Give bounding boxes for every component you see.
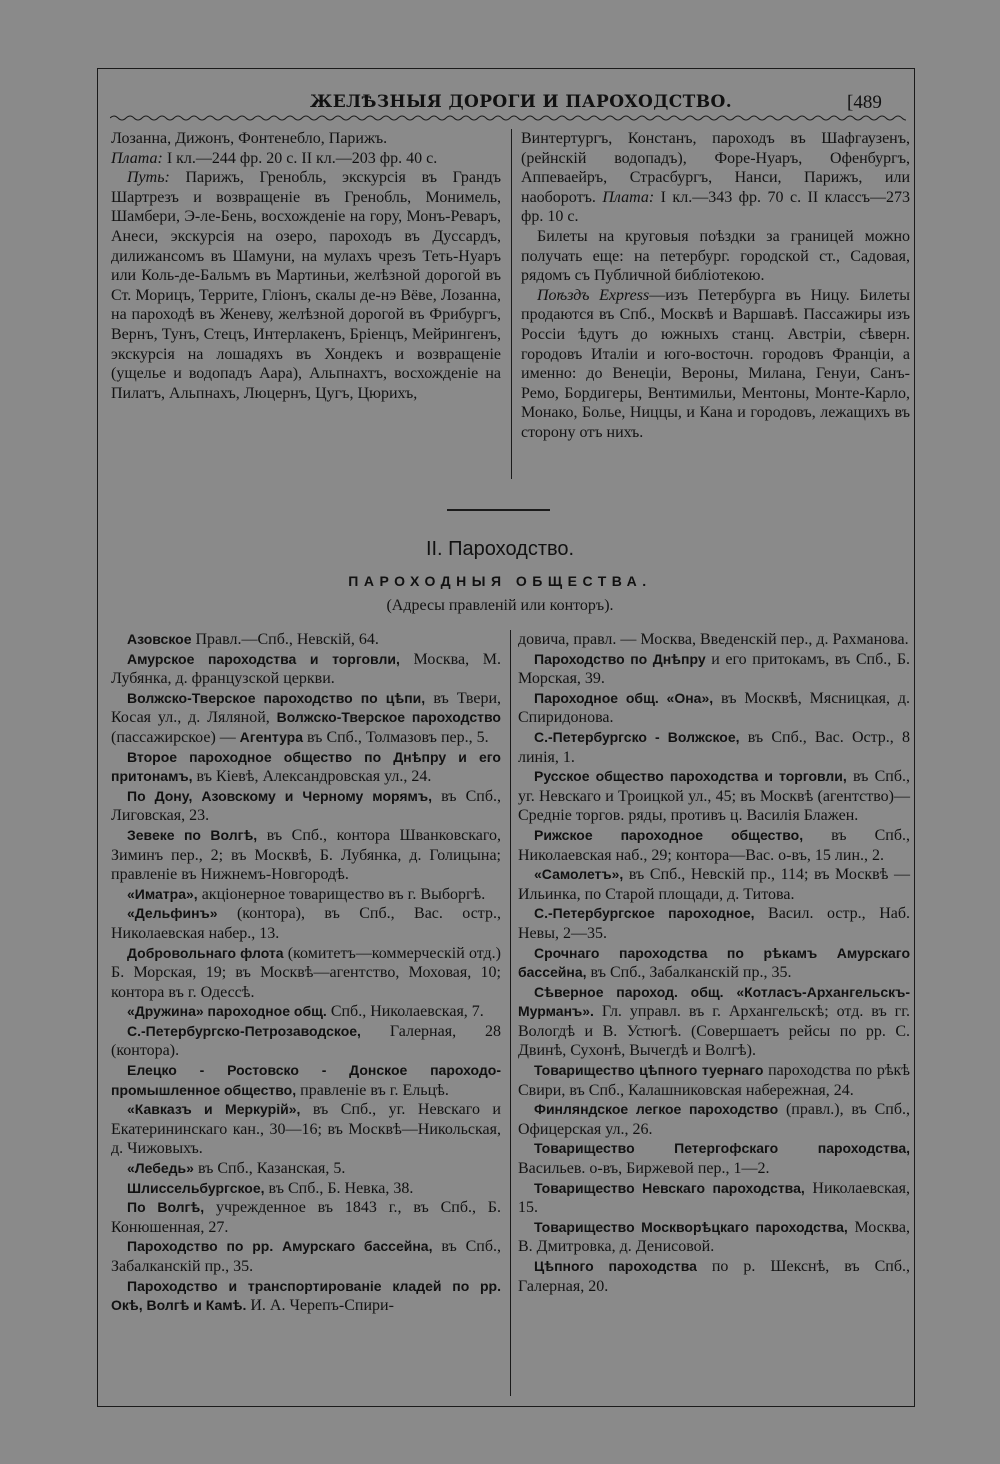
address: въ Спб., Невскій пр., 114; въ Москвѣ — Ильинка, по Старой площади, д. Титова. — [518, 866, 910, 903]
company-name: Пароходство по рр. Амурскаго бассейна, — [127, 1238, 433, 1255]
company-name: По Дону, Азовскому и Черному морямъ, — [127, 787, 433, 804]
list-item — [111, 1100, 501, 1159]
address: Москва, В. Дмитровка, д. Денисовой. — [518, 1218, 910, 1256]
company-name: Сѣверное пароход. общ. «Котласъ-Архангельскъ-Мурманъ». — [518, 983, 910, 1020]
address: И. А. Черепъ-Спири- — [246, 1297, 394, 1315]
company-name: «Лебедь» — [127, 1160, 194, 1177]
paragraph: Билеты на круговыя поѣздки за границей можно получать еще: на петербург. городской ст., Садовая, рядомъ съ Публичной библіотекою. — [521, 227, 910, 285]
address: акціонерное товарищество въ г. Выборгѣ. — [197, 885, 486, 903]
company-name: «Дружина» пароходное общ. — [127, 1003, 327, 1020]
company-name: С.-Петербургско - Волжское, — [534, 728, 740, 745]
list-item — [111, 1237, 501, 1276]
section-title: II. Пароходство. — [425, 538, 575, 560]
header-title: ЖЕЛѢЗНЫЯ ДОРОГИ И ПАРОХОДСТВО. — [310, 92, 733, 112]
text: I кл.—343 фр. 70 с. II классъ—273 фр. 10 с. — [521, 188, 911, 226]
company-name: Пароходное общ. «Она», — [534, 689, 714, 706]
address: въ Спб., Б. Невка, 38. — [264, 1179, 414, 1197]
list-item — [518, 904, 910, 943]
bottom-left-column — [111, 630, 501, 1316]
company-name: Волжско-Тверское пароходство по цѣпи, — [127, 689, 426, 706]
text: Винтертургъ, Констанъ, пароходъ въ Шафгаузенъ, (рейнскій водопадъ), Форе-Нуаръ, Офенбургъ, Аппеваейръ, Страсбургъ, Нанси, Парижъ, или наоборотъ. — [521, 130, 910, 206]
list-item — [518, 1218, 910, 1257]
company-name: «Дельфинъ» — [127, 905, 218, 922]
address: Москва, М. Лубянка, д. французской церкви. — [111, 650, 502, 688]
company-name: Амурское пароходства и торговли, — [127, 650, 400, 667]
list-item — [518, 1139, 910, 1178]
bottom-right-column — [518, 630, 910, 1296]
address: и его притокамъ, въ Спб., Б. Морская, 39. — [518, 650, 910, 688]
list-item — [518, 1061, 910, 1100]
list-item — [111, 826, 501, 885]
company-name: Товарищество Москворѣцкаго пароходства, — [534, 1218, 848, 1235]
address: Васил. остр., Наб. Невы, 2—35. — [518, 905, 910, 942]
company-name: Пароходство и транспортированіе кладей по рр. Окѣ, Волгѣ и Камѣ. — [111, 1277, 501, 1314]
company-name: Товарищество Невскаго пароходства, — [534, 1179, 805, 1196]
address: по р. Шекснѣ, въ Спб., Галерная, 20. — [518, 1258, 910, 1295]
address: въ Спб., Забалканскій пр., 35. — [586, 964, 792, 982]
list-item — [518, 865, 910, 904]
company-name: Зевеке по Волгѣ, — [127, 826, 258, 843]
address: Правл.—Спб., Невскій, 64. — [191, 631, 379, 648]
company-name: Агентура — [235, 728, 304, 745]
list-item — [111, 650, 501, 689]
top-left-column — [111, 129, 501, 403]
paragraph — [521, 129, 910, 227]
paragraph: Лозанна, Дижонъ, Фонтенебло, Парижъ. — [111, 130, 388, 147]
address: учрежденное въ 1843 г., въ Спб., Б. Конюшенная, 27. — [111, 1199, 501, 1236]
list-item — [518, 728, 910, 767]
list-item — [518, 826, 910, 865]
company-name: С.-Петербургское пароходное, — [534, 905, 755, 922]
company-name: С.-Петербургско-Петрозаводское, — [127, 1022, 361, 1039]
company-name: «Иматра», — [127, 885, 198, 902]
text: —изъ Петербурга въ Ницу. Билеты продаются въ Спб., Москвѣ и Варшавѣ. Пассажиры изъ Россіи ѣдутъ до южныхъ станц. Австріи, сѣверн. городовъ Италіи и юго-восточн. городовъ Франціи, а именно: до Венеціи, Вероны, Милана, Генуи, Санъ-Ремо, Бордигеры, Вентимильи, Ментоны, Монте-Карло, Монако, Болье, Ниццы, и Кана и городовъ, лежащихъ въ сторону отъ нихъ. — [521, 286, 910, 441]
list-item — [111, 1198, 501, 1237]
company-name: По Волгѣ, — [127, 1199, 205, 1216]
address: Васильев. о-въ, Биржевой пер., 1—2. — [518, 1160, 770, 1178]
label: Поѣздъ Express — [537, 286, 650, 304]
address: въ Спб., Вас. Остр., 8 линія, 1. — [518, 728, 910, 766]
address: Галерная, 28 (контора). — [111, 1022, 501, 1060]
list-item — [518, 1179, 910, 1218]
company-name: «Самолетъ», — [534, 866, 624, 883]
address: (правл.), въ Спб., Офицерская ул., 26. — [518, 1101, 910, 1138]
address: Николаевская, 15. — [518, 1179, 911, 1217]
text: I кл.—244 фр. 20 с. II кл.—203 фр. 40 с. — [162, 149, 438, 167]
text: Парижъ, Гренобль, экскурсія въ Грандъ Шартрезъ и возвращеніе въ Гренобль, Монимель, Шамбери, Э-ле-Бень, восхожденіе на гору, Монъ-Реваръ, Анеси, экскурсія на озеро, пароходъ въ Дуссардъ, дилижансомъ въ Шамуни, на мулахъ чрезъ Теть-Нуаръ или Коль-де-Бальмъ въ Мартиньи, желѣзной дорогой въ Ст. Морицъ, Террите, Гліонъ, скалы де-нэ Вёве, Лозанна, на пароходѣ въ Женеву, желѣзной дорогой въ Фрибургъ, Вернъ, Тунъ, Стецъ, Интерлакенъ, Бріенцъ, Мейрингенъ, экскурсія на лошадяхъ въ Хондекъ и возвращеніе (ущелье и водопадъ Аара), Альпнахтъ, восхожденіе на Пилатъ, Альпнахъ, Люцернъ, Цугъ, Цюрихъ, — [111, 169, 501, 402]
list-item — [111, 787, 501, 826]
top-right-column — [521, 129, 910, 443]
section-separator — [447, 509, 550, 511]
address: Спб., Николаевская, 7. — [326, 1003, 484, 1021]
list-item — [111, 630, 501, 650]
list-item — [518, 944, 910, 983]
address: въ Твери, Косая ул., д. Ляляной, — [111, 689, 501, 727]
address: Гл. управл. въ г. Архангельскѣ; отд. въ гг. Вологдѣ и В. Устюгѣ. (Совершаетъ рейсы по рр. С. Двинѣ, Сухонѣ, Вычегдѣ и Волгѣ). — [518, 1003, 910, 1060]
paragraph — [521, 286, 910, 443]
address: (комитетъ—коммерческій отд.) Б. Морская, 19; въ Москвѣ—агентство, Моховая, 10; контора въ г. Одессѣ. — [111, 944, 502, 1001]
company-name: Цѣпного пароходства — [534, 1258, 697, 1274]
section-note: (Адресы правленій или конторъ). — [386, 597, 614, 614]
company-name: Волжско-Тверское пароходство — [269, 709, 501, 726]
list-item — [518, 1257, 910, 1296]
company-name: Товарищество Петергофскаго пароходства, — [534, 1140, 910, 1157]
address: (пассажирское) — — [111, 728, 236, 746]
company-name: Рижское пароходное общество, — [534, 826, 804, 843]
company-name: Финляндское легкое пароходство — [534, 1101, 779, 1118]
company-name: «Кавказъ и Меркурій», — [127, 1101, 301, 1118]
header-wavy-rule — [110, 114, 906, 122]
list-item — [111, 1179, 501, 1199]
list-item — [518, 650, 910, 689]
address: въ Спб., Толмазовъ пер., 5. — [303, 728, 489, 746]
column-divider — [511, 129, 512, 479]
company-name: Срочнаго пароходства по рѣкамъ Амурскаго бассейна, — [518, 944, 910, 981]
address: въ Спб., контора Шванковскаго, Зиминъ пер., 2; въ Москвѣ, Б. Лубянка, д. Голицына; правленіе въ Нижнемъ-Новгородѣ. — [111, 826, 502, 884]
address: въ Спб., Забалканскій пр., 35. — [111, 1238, 501, 1275]
address: въ Спб., Казанская, 5. — [193, 1160, 346, 1178]
list-item — [111, 1277, 501, 1316]
list-item — [111, 904, 501, 943]
company-name: Русское общество пароходства и торговли, — [534, 768, 847, 785]
list-item — [111, 748, 501, 787]
company-name: Шлиссельбургское, — [127, 1179, 265, 1196]
address: въ Спб., Лиговская, 23. — [111, 787, 501, 825]
paragraph — [111, 168, 501, 403]
company-name: Азовское — [127, 631, 192, 647]
company-name: Второе пароходное общество по Днѣпру и его притонамъ, — [111, 748, 501, 785]
address: въ Спб., Николаевская наб., 29; контора—Вас. о-въ, 15 лин., 2. — [518, 826, 910, 864]
page-number: [489 — [847, 92, 882, 113]
company-name: Елецко - Ростовско - Донское пароходо-промышленное общество, — [111, 1062, 501, 1098]
list-item — [518, 1100, 910, 1139]
address: (контора), въ Спб., Вас. остр., Николаевская набер., 13. — [111, 905, 501, 942]
company-name: Пароходство по Днѣпру — [534, 650, 706, 667]
address: пароходства по рѣкѣ Свири, въ Спб., Калашниковская набережная, 24. — [518, 1062, 910, 1099]
company-name: Товарищество цѣпного туернаго — [534, 1062, 764, 1079]
address: въ Спб., уг. Невскаго и Екатерининскаго кан., 30—16; въ Москвѣ—Никольская, д. Чижовыхъ. — [111, 1101, 501, 1158]
list-item-continuation: довича, правл. — Москва, Введенскій пер., д. Рахманова. — [518, 631, 909, 648]
address: правленіе въ г. Ельцѣ. — [296, 1081, 449, 1099]
list-item — [111, 885, 501, 905]
list-item — [111, 944, 501, 1003]
label: Путь: — [127, 169, 170, 187]
list-item — [111, 1159, 501, 1179]
company-name: Добровольнаго флота — [127, 944, 284, 961]
paragraph — [111, 149, 501, 169]
list-item — [111, 1061, 501, 1100]
label: Плата: — [111, 149, 163, 167]
section-subtitle: ПАРОХОДНЫЯ ОБЩЕСТВА. — [348, 573, 652, 589]
list-item — [111, 1022, 501, 1061]
address: въ Кіевѣ, Александровская ул., 24. — [192, 768, 432, 786]
list-item — [111, 1002, 501, 1022]
list-item — [518, 689, 910, 728]
list-item — [111, 689, 501, 748]
list-item — [518, 767, 910, 826]
address: въ Спб., уг. Невскаго и Троицкой ул., 45; въ Москвѣ (агентство)—Средніе торгов. ряды, противъ ц. Василія Блажен. — [518, 768, 910, 825]
column-divider — [510, 630, 511, 1396]
list-item — [518, 983, 910, 1061]
label: Плата: — [602, 188, 655, 206]
address: въ Москвѣ, Мясницкая, д. Спиридонова. — [518, 689, 910, 727]
